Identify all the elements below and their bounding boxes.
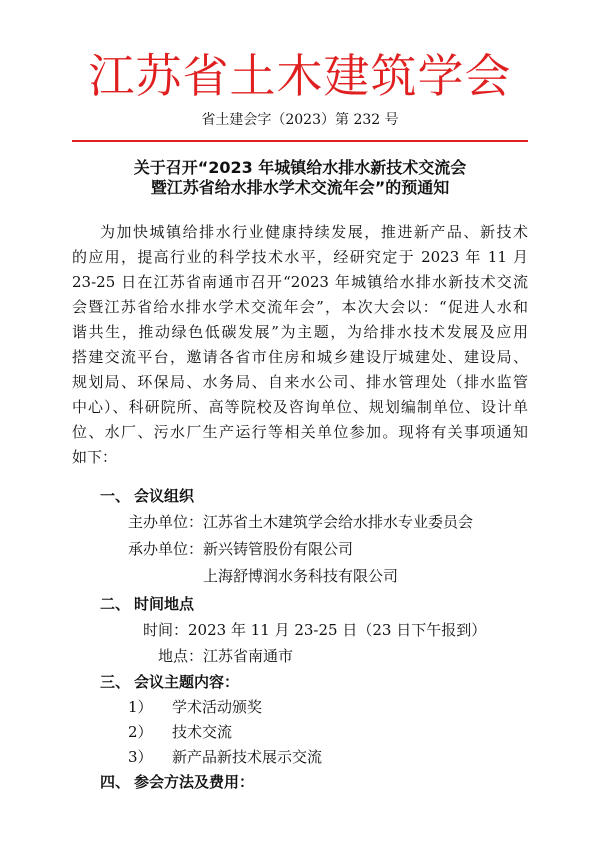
section-heading-time-place [100, 594, 194, 614]
topic-item [128, 697, 262, 717]
notice-title-line-1: 关于召开“2023 年城镇给水排水新技术交流会 [133, 158, 467, 177]
body-line: 位、水厂、污水厂生产运行等相关单位参加。现将有关事项通知 [72, 423, 528, 441]
body-line: 如下： [72, 448, 118, 466]
host-unit [128, 512, 473, 532]
notice-title-line-2: 暨江苏省给水排水学术交流年会”的预通知 [150, 178, 450, 197]
meeting-place [158, 646, 293, 666]
organizer-value: 新兴铸管股份有限公司 [203, 540, 354, 558]
document-number: 省土建会字（2023）第 232 号 [201, 112, 399, 128]
body-line: 中心）、科研院所、高等院校及咨询单位、规划编制单位、设计单 [72, 398, 528, 416]
topic-number: 3） [128, 748, 153, 766]
topic-number: 2） [128, 723, 153, 741]
host-value: 江苏省土木建筑学会给水排水专业委员会 [203, 513, 474, 531]
section-heading-fees [100, 772, 254, 792]
time-value: 2023 年 11 月 23-25 日（23 日下午报到） [188, 621, 487, 639]
body-line: 的应用，提高行业的科学技术水平，经研究定于 2023 年 11 月 [72, 248, 528, 266]
host-label: 主办单位： [128, 513, 204, 531]
body-line: 23-25 日在江苏省南通市召开“2023 年城镇给水排水新技术交流 [72, 273, 528, 291]
organization-name: 江苏省土木建筑学会 [88, 49, 512, 103]
section-number: 二、 [100, 595, 131, 613]
organizer-value-2: 上海舒博润水务科技有限公司 [203, 567, 399, 585]
organizer-unit [128, 539, 353, 559]
topic-number: 1） [128, 698, 153, 716]
section-number: 一、 [100, 487, 131, 505]
section-title: 会议主题内容： [134, 673, 240, 691]
section-number: 四、 [100, 773, 131, 791]
section-heading-organization [100, 486, 194, 506]
meeting-time [143, 620, 486, 640]
section-number: 三、 [100, 673, 131, 691]
topic-item [128, 722, 232, 742]
time-label: 时间： [143, 621, 189, 639]
section-heading-topics [100, 672, 239, 692]
body-line: 会暨江苏省给水排水学术交流年会”，本次大会以：“促进人水和 [72, 298, 528, 316]
section-title: 时间地点 [134, 595, 195, 613]
place-value: 江苏省南通市 [203, 647, 294, 665]
section-title: 参会方法及费用： [134, 773, 255, 791]
place-label: 地点： [158, 647, 204, 665]
body-line: 谐共生，推动绿色低碳发展”为主题，为给排水技术发展及应用 [72, 323, 528, 341]
topic-text: 新产品新技术展示交流 [172, 748, 323, 766]
organizer-label: 承办单位： [128, 540, 204, 558]
red-divider [72, 140, 528, 142]
section-title: 会议组织 [134, 487, 195, 505]
body-line: 规划局、环保局、水务局、自来水公司、排水管理处（排水监管 [72, 373, 528, 391]
topic-text: 技术交流 [172, 723, 233, 741]
topic-item [128, 747, 322, 767]
body-line: 为加快城镇给排水行业健康持续发展，推进新产品、新技术 [100, 223, 528, 241]
body-line: 搭建交流平台，邀请各省市住房和城乡建设厅城建处、建设局、 [72, 348, 528, 366]
topic-text: 学术活动颁奖 [172, 698, 263, 716]
